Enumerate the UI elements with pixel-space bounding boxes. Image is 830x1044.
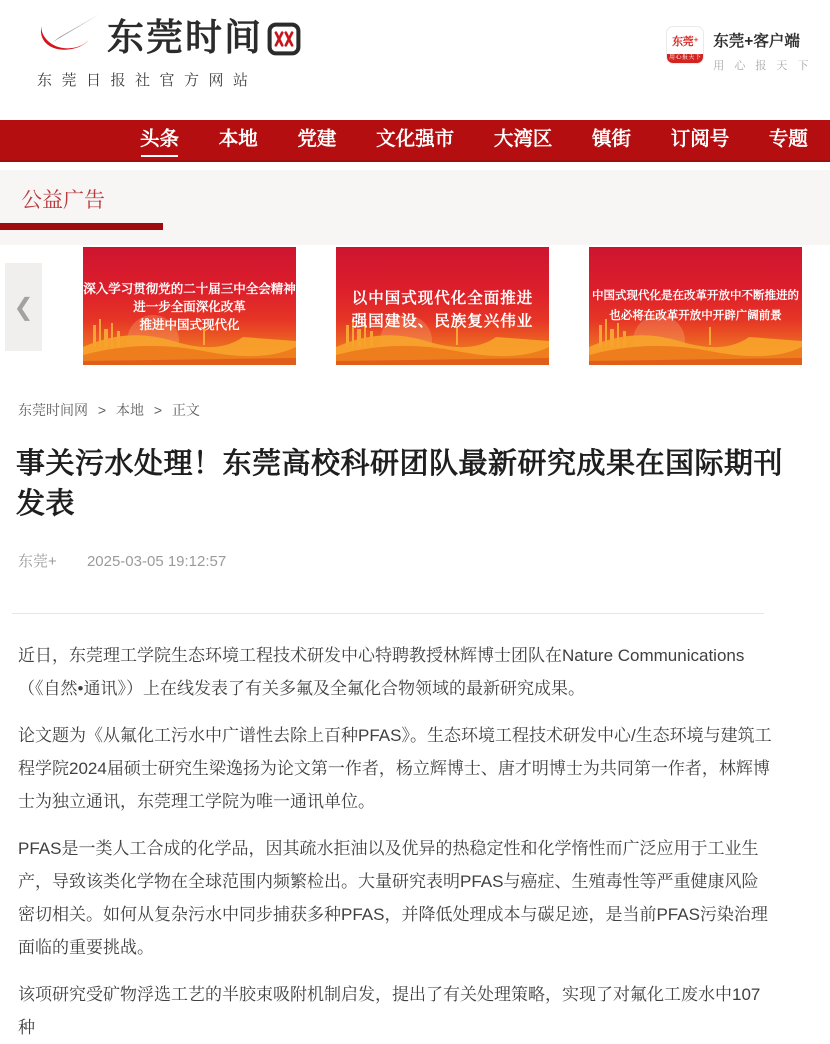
article-paragraph: 近日，东莞理工学院生态环境工程技术研发中心特聘教授林辉博士团队在Nature Communications（《自然•通讯》）上在线发表了有关多氟及全氟化合物领域的最新研究成果。 — [18, 646, 745, 698]
app-icon-strip: 用心报天下 — [669, 55, 702, 61]
logo-title: 东莞时间 — [107, 17, 263, 58]
app-icon-label: 东莞⁺ — [672, 35, 699, 48]
psa-panel — [0, 170, 830, 245]
nav-item-dangjian[interactable]: 党建 — [297, 128, 337, 150]
app-badge-slogan: 用 心 报 天 下 — [713, 60, 812, 72]
nav-item-dawanqu[interactable]: 大湾区 — [493, 128, 553, 150]
article-paragraph: 该项研究受矿物浮选工艺的半胶束吸附机制启发，提出了有关处理策略，实现了对氟化工废水中107种 — [18, 985, 761, 1037]
breadcrumb — [18, 400, 830, 420]
article-timestamp: 2025-03-05 19:12:57 — [86, 553, 227, 570]
banner-1-line: 深入学习贯彻党的二十届三中全会精神 — [83, 282, 296, 296]
site-logo[interactable] — [35, 12, 302, 90]
breadcrumb-current: 正文 — [171, 402, 200, 418]
logo-wang-glyph-icon — [266, 21, 302, 57]
nav-item-zhuanti[interactable]: 专题 — [768, 128, 808, 150]
app-badge-title: 东莞+客户端 — [713, 33, 800, 50]
breadcrumb-section[interactable]: 本地 — [115, 402, 144, 418]
banner-3-line: 也必将在改革开放中开辟广阔前景 — [609, 310, 782, 322]
app-client-icon — [666, 26, 704, 64]
banner-1-line: 进一步全面深化改革 — [133, 300, 246, 314]
nav-item-zhenjie[interactable]: 镇街 — [592, 128, 632, 150]
nav-item-dingyuehao[interactable]: 订阅号 — [670, 128, 730, 150]
article-source: 东莞+ — [18, 553, 57, 570]
nav-item-toutiao[interactable]: 头条 — [140, 120, 179, 160]
psa-banner-3[interactable] — [589, 247, 802, 365]
nav-item-wenhuaqiangshi[interactable]: 文化强市 — [376, 128, 455, 150]
article-meta — [18, 550, 830, 571]
banner-1-line: 推进中国式现代化 — [139, 318, 240, 332]
psa-panel-label: 公益广告 — [21, 189, 105, 212]
breadcrumb-separator: > — [97, 402, 107, 418]
app-client-badge[interactable] — [666, 26, 812, 73]
psa-accent-bar — [0, 223, 163, 230]
banner-3-line: 中国式现代化是在改革开放中不断推进的 — [592, 290, 799, 302]
psa-carousel — [0, 245, 830, 380]
article-paragraph: 论文题为《从氟化工污水中广谱性去除上百种PFAS》。生态环境工程技术研发中心/生态环境与建筑工程学院2024届硕士研究生梁逸扬为论文第一作者，杨立辉博士、唐才明博士为共同第一作者，林辉博士为独立通讯，东莞理工学院为唯一通讯单位。 — [18, 726, 772, 811]
article-paragraph: PFAS是一类人工合成的化学品，因其疏水拒油以及优异的热稳定性和化学惰性而广泛应用于工业生产，导致该类化学物在全球范围内频繁检出。大量研究表明PFAS与癌症、生殖毒性等严重健康风险密切相关。如何从复杂污水中同步捕获多种PFAS，并降低处理成本与碳足迹，是当前PFAS污染治理面临的重要挑战。 — [18, 839, 768, 957]
logo-subtitle: 东莞日报社官方网站 — [37, 72, 258, 89]
article-title: 事关污水处理！东莞高校科研团队最新研究成果在国际期刊发表 — [16, 448, 784, 520]
main-nav — [0, 120, 830, 162]
psa-banner-2[interactable] — [336, 247, 549, 365]
banner-2-line: 以中国式现代化全面推进 — [351, 290, 534, 307]
nav-item-bendi[interactable]: 本地 — [218, 128, 258, 150]
article-body — [18, 639, 774, 1044]
breadcrumb-separator: > — [153, 402, 163, 418]
site-header — [0, 0, 830, 120]
banner-2-line: 强国建设、民族复兴伟业 — [351, 313, 534, 330]
breadcrumb-home[interactable]: 东莞时间网 — [18, 402, 88, 418]
logo-swoosh-icon — [35, 12, 101, 60]
article-divider — [12, 613, 764, 614]
psa-banner-1[interactable] — [83, 247, 296, 365]
carousel-prev-button[interactable]: ❮ — [5, 263, 42, 351]
